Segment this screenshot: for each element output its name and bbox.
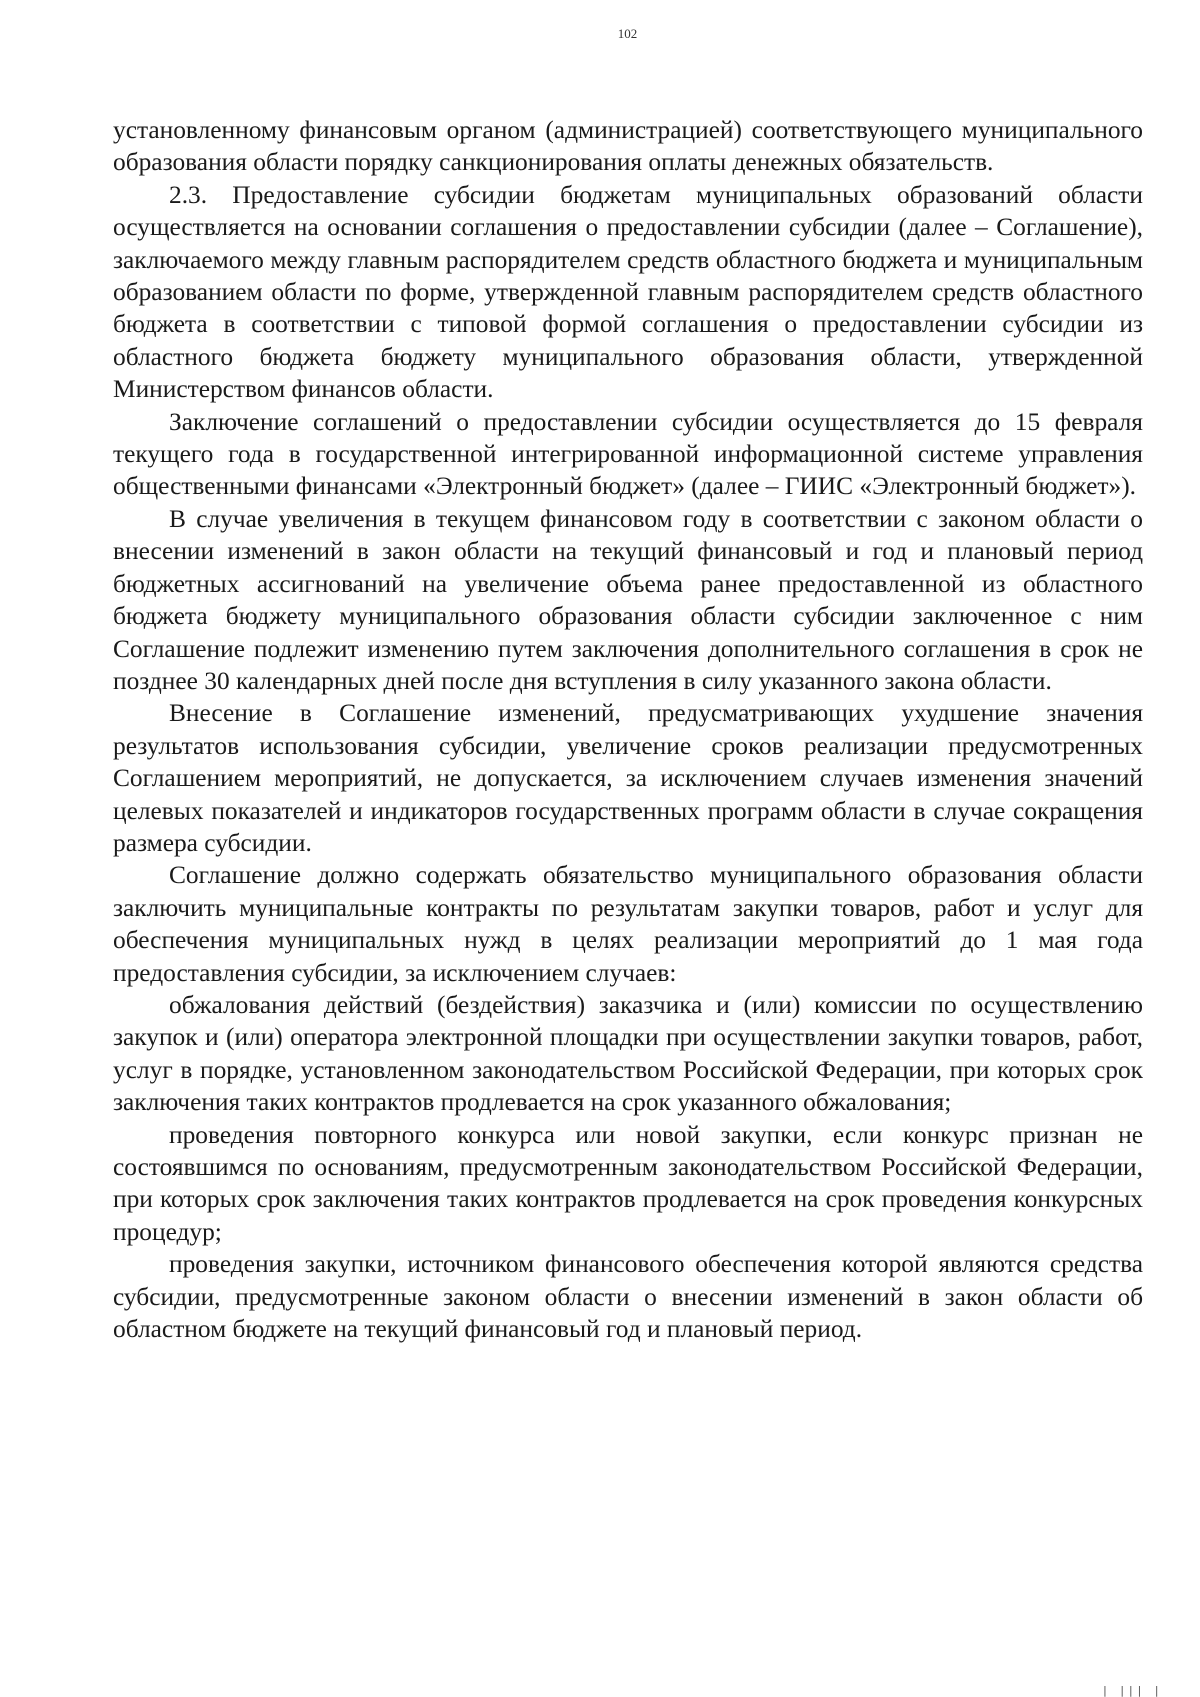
scan-footer-mark: | ||| | <box>1101 1684 1162 1697</box>
paragraph-clause-2-3: 2.3. Предоставление субсидии бюджетам муниципальных образований области осуществляется на основании соглашения о предоставлении субсидии (далее – Соглашение), заключаемого между главным распорядителем средств областного бюджета и муниципальным образованием области по форме, утвержденной главным распорядителем средств областного бюджета в соответствии с типовой формой соглашения о предоставлении субсидии из областного бюджета бюджету муниципального образования области, утвержденной Министерством финансов области. <box>113 180 1143 404</box>
paragraph-exception-appeal: обжалования действий (бездействия) заказчика и (или) комиссии по осуществлению закупок и (или) оператора электронной площадки при осуществлении закупки товаров, работ, услуг в порядке, установленном законодательством Российской Федерации, при которых срок заключения таких контрактов продлевается на срок указанного обжалования; <box>113 990 1143 1117</box>
paragraph-exception-repeat-tender: проведения повторного конкурса или новой закупки, если конкурс признан не состоявшимся по основаниям, предусмотренным законодательством Российской Федерации, при которых срок заключения таких контрактов продлевается на срок проведения конкурсных процедур; <box>113 1120 1143 1246</box>
paragraph-subsidy-increase: В случае увеличения в текущем финансовом году в соответствии с законом области о внесении изменений в закон области на текущий финансовый и год и плановый период бюджетных ассигнований на увеличение объема ранее предоставленной из областного бюджета бюджету муниципального образования области субсидии заключенное с ним Соглашение подлежит изменению путем заключения дополнительного соглашения в срок не позднее 30 календарных дней после дня вступления в силу указанного закона области. <box>113 504 1143 695</box>
paragraph-contract-obligation: Соглашение должно содержать обязательство муниципального образования области заключить муниципальные контракты по результатам закупки товаров, работ и услуг для обеспечения муниципальных нужд в целях реализации мероприятий до 1 мая года предоставления субсидии, за исключением случаев: <box>113 861 1143 987</box>
page-number: 102 <box>617 26 638 41</box>
paragraph-continuation: установленному финансовым органом (администрацией) соответствующего муниципального образования области порядку санкционирования оплаты денежных обязательств. <box>113 116 1143 177</box>
paragraph-exception-procurement: проведения закупки, источником финансового обеспечения которой являются средства субсидии, предусмотренные законом области о внесении изменений в закон области об областном бюджете на текущий финансовый год и плановый период. <box>113 1250 1143 1344</box>
paragraph-amendments: Внесение в Соглашение изменений, предусматривающих ухудшение значения результатов использования субсидии, увеличение сроков реализации предусмотренных Соглашением мероприятий, не допускается, за исключением случаев изменения значений целевых показателей и индикаторов государственных программ области в случае сокращения размера субсидии. <box>113 699 1143 857</box>
paragraph-agreement-deadline: Заключение соглашений о предоставлении субсидии осуществляется до 15 февраля текущего года в государственной интегрированной информационной системе управления общественными финансами «Электронный бюджет» (далее – ГИИС «Электронный бюджет»). <box>113 407 1143 501</box>
document-body <box>113 114 1143 1345</box>
